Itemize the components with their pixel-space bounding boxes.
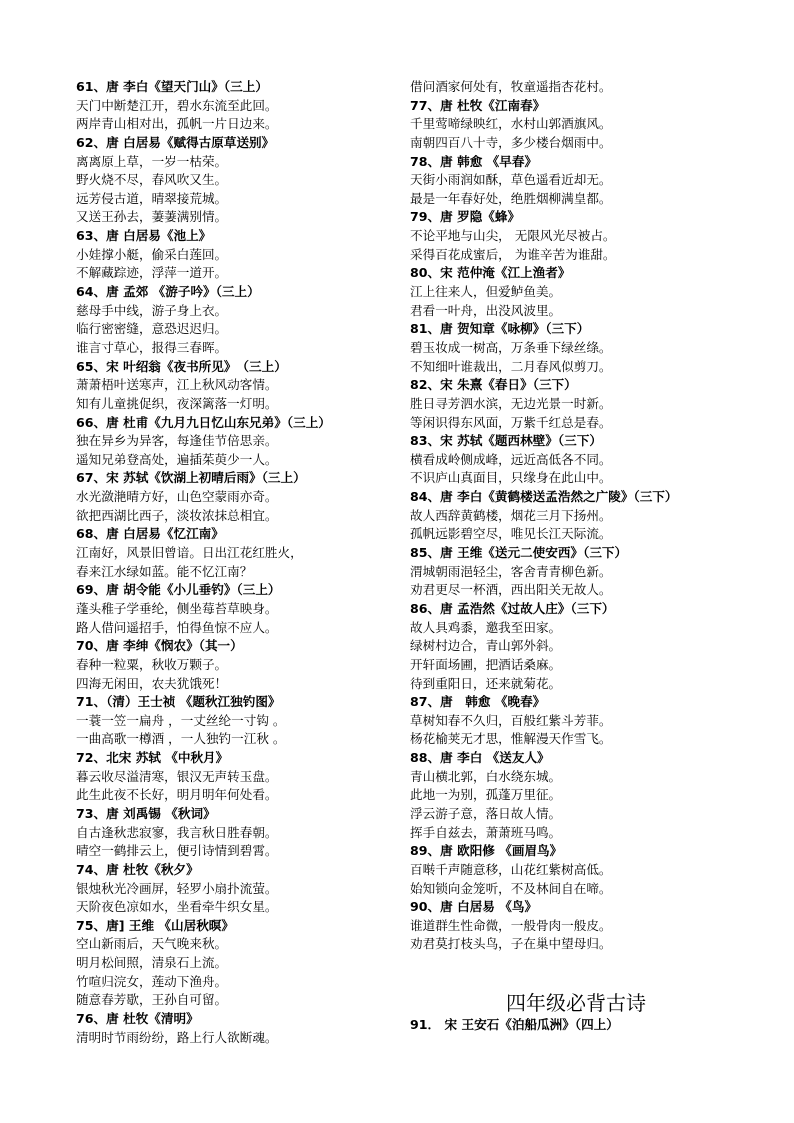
poem-heading: 77、唐 杜牧《江南春》 xyxy=(410,97,546,113)
poem-line: 江上往来人，但爱鲈鱼美。 xyxy=(410,284,562,300)
poem-heading: 75、唐] 王维 《山居秋暝》 xyxy=(76,917,234,933)
poem-line: 挥手自兹去，萧萧班马鸣。 xyxy=(410,824,562,840)
poem-line: 百啭千声随意移，山花红紫树高低。 xyxy=(410,861,612,877)
poem-heading: 63、唐 白居易《池上》 xyxy=(76,228,212,244)
poem-heading: 71、（清）王士祯 《题秋江独钓图》 xyxy=(76,694,281,710)
poem-heading: 70、唐 李绅《悯农》（其一） xyxy=(76,638,243,654)
poem-line: 渭城朝雨浥轻尘，客舍青青柳色新。 xyxy=(410,563,612,579)
poem-line: 待到重阳日，还来就菊花。 xyxy=(410,675,562,691)
poem-line: 不知细叶谁裁出，二月春风似剪刀。 xyxy=(410,358,612,374)
poem-line: 春种一粒粟，秋收万颗子。 xyxy=(76,656,228,672)
poem-line: 故人具鸡黍，邀我至田家。 xyxy=(410,619,562,635)
poem-heading: 62、唐 白居易《赋得古原草送别》 xyxy=(76,134,275,150)
poem-line: 千里莺啼绿映红，水村山郭酒旗风。 xyxy=(410,116,612,132)
poem-heading: 85、唐 王维《送元二使安西》（三下） xyxy=(410,545,628,561)
poem-line: 此生此夜不长好，明月明年何处看。 xyxy=(76,787,278,803)
poem-heading: 87、唐 韩愈 《晚春》 xyxy=(410,694,546,710)
poem-line: 蓬头稚子学垂纶，侧坐莓苔草映身。 xyxy=(76,600,278,616)
poem-line: 草树知春不久归，百般红紫斗芳菲。 xyxy=(410,712,612,728)
poem-heading: 80、宋 范仲淹《江上渔者》 xyxy=(410,265,571,281)
poem-line: 浮云游子意，落日故人情。 xyxy=(410,805,562,821)
poem-line: 青山横北郭，白水绕东城。 xyxy=(410,768,562,784)
poem-line: 借问酒家何处有，牧童遥指杏花村。 xyxy=(410,79,612,94)
poem-line: 不解藏踪迹，浮萍一道开。 xyxy=(76,265,228,281)
poem-line: 君看一叶舟，出没风波里。 xyxy=(410,302,562,318)
poem-heading: 83、宋 苏轼《题西林壁》（三下） xyxy=(410,433,602,449)
poem-line: 不论平地与山尖， 无限风光尽被占。 xyxy=(410,228,616,244)
poem-line: 一蓑一笠一扁舟 ，一丈丝纶一寸钩 。 xyxy=(76,712,286,728)
poem-line: 故人西辞黄鹤楼，烟花三月下扬州。 xyxy=(410,507,612,523)
poem-line: 遥知兄弟登高处，遍插茱萸少一人。 xyxy=(76,451,278,467)
poem-line: 竹喧归浣女，莲动下渔舟。 xyxy=(76,973,228,989)
poem-line: 最是一年春好处，绝胜烟柳满皇都。 xyxy=(410,190,612,206)
poem-line: 远芳侵古道，晴翠接荒城。 xyxy=(76,190,228,206)
poem-line: 明月松间照，清泉石上流。 xyxy=(76,955,228,971)
poem-line: 南朝四百八十寺，多少楼台烟雨中。 xyxy=(410,134,612,150)
poem-heading: 84、唐 李白《黄鹤楼送孟浩然之广陵》（三下） xyxy=(410,489,678,505)
poem-line: 随意春芳歇，王孙自可留。 xyxy=(76,992,228,1008)
poem-line: 谁言寸草心，报得三春晖。 xyxy=(76,339,228,355)
poem-heading: 73、唐 刘禹锡 《秋词》 xyxy=(76,805,216,821)
poem-heading: 81、唐 贺知章《咏柳》（三下） xyxy=(410,321,590,337)
poem-line: 晴空一鹤排云上，便引诗情到碧霄。 xyxy=(76,843,278,859)
poem-line: 胜日寻芳泗水滨，无边光景一时新。 xyxy=(410,395,612,411)
poem-91-heading: 91． 宋 王安石《泊船瓜洲》（四上） xyxy=(410,1017,619,1032)
poem-heading: 67、宋 苏轼《饮湖上初晴后雨》（三上） xyxy=(76,470,306,486)
poem-line: 春来江水绿如蓝。能不忆江南？ xyxy=(76,563,253,579)
poem-line: 四海无闲田，农夫犹饿死！ xyxy=(76,675,228,691)
poem-line: 开轩面场圃，把酒话桑麻。 xyxy=(410,656,562,672)
poem-line: 一曲高歌一樽酒 ，一人独钓一江秋 。 xyxy=(76,731,286,747)
poem-line: 孤帆远影碧空尽，唯见长江天际流。 xyxy=(410,526,612,542)
poem-line: 小娃撑小艇，偷采白莲回。 xyxy=(76,246,228,262)
poem-line: 慈母手中线，游子身上衣。 xyxy=(76,302,228,318)
poem-line: 江南好，风景旧曾谙。日出江花红胜火， xyxy=(76,545,303,561)
poem-heading: 61、唐 李白《望天门山》（三上） xyxy=(76,79,268,94)
poem-line: 采得百花成蜜后， 为谁辛苦为谁甜。 xyxy=(410,246,616,262)
poem-line: 杨花榆荚无才思，惟解漫天作雪飞。 xyxy=(410,731,612,747)
poem-heading: 89、唐 欧阳修 《画眉鸟》 xyxy=(410,843,563,859)
poem-heading: 65、宋 叶绍翁《夜书所见》 （三上） xyxy=(76,358,287,374)
poem-heading: 76、唐 杜牧《清明》 xyxy=(76,1011,199,1027)
poem-heading: 64、唐 孟郊 《游子吟》（三上） xyxy=(76,284,260,300)
poem-line: 野火烧不尽，春风吹又生。 xyxy=(76,172,228,188)
poem-line: 不识庐山真面目，只缘身在此山中。 xyxy=(410,470,612,486)
poem-heading: 78、唐 韩愈 《早春》 xyxy=(410,153,538,169)
poem-heading: 66、唐 杜甫《九月九日忆山东兄弟》（三上） xyxy=(76,414,331,430)
poem-line: 临行密密缝，意恐迟迟归。 xyxy=(76,321,228,337)
poem-line: 水光潋滟晴方好，山色空蒙雨亦奇。 xyxy=(76,489,278,505)
poem-line: 独在异乡为异客，每逢佳节倍思亲。 xyxy=(76,433,278,449)
poem-line: 劝君更尽一杯酒，西出阳关无故人。 xyxy=(410,582,612,598)
poem-heading: 88、唐 李白 《送友人》 xyxy=(410,750,550,766)
poem-line: 自古逢秋悲寂寥，我言秋日胜春朝。 xyxy=(76,824,278,840)
poem-line: 等闲识得东风面，万紫千红总是春。 xyxy=(410,414,612,430)
poem-line: 暮云收尽溢清寒，银汉无声转玉盘。 xyxy=(76,768,278,784)
poem-heading: 68、唐 白居易《忆江南》 xyxy=(76,526,224,542)
poem-heading: 90、唐 白居易 《鸟》 xyxy=(410,899,538,915)
poem-line: 天街小雨润如酥，草色遥看近却无。 xyxy=(410,172,612,188)
poem-line: 横看成岭侧成峰，远近高低各不同。 xyxy=(410,451,612,467)
right-column xyxy=(410,78,770,954)
poem-line: 离离原上草，一岁一枯荣。 xyxy=(76,153,228,169)
poem-line: 空山新雨后，天气晚来秋。 xyxy=(76,936,228,952)
poem-line: 银烛秋光冷画屏，轻罗小扇扑流萤。 xyxy=(76,880,278,896)
poem-heading: 72、北宋 苏轼 《中秋月》 xyxy=(76,750,229,766)
poem-heading: 69、唐 胡令能《小儿垂钓》（三上） xyxy=(76,582,281,598)
poem-line: 劝君莫打枝头鸟，子在巢中望母归。 xyxy=(410,936,612,952)
poem-line: 此地一为别，孤蓬万里征。 xyxy=(410,787,562,803)
poem-line: 天阶夜色凉如水，坐看牵牛织女星。 xyxy=(76,899,278,915)
poem-line: 欲把西湖比西子，淡妆浓抹总相宜。 xyxy=(76,507,278,523)
poem-line: 清明时节雨纷纷，路上行人欲断魂。 xyxy=(76,1029,278,1045)
poem-line: 天门中断楚江开，碧水东流至此回。 xyxy=(76,97,278,113)
poem-line: 又送王孙去，萋萋满别情。 xyxy=(76,209,228,225)
poem-line: 碧玉妆成一树高，万条垂下绿丝绦。 xyxy=(410,339,612,355)
poem-line: 始知锁向金笼听，不及林间自在啼。 xyxy=(410,880,612,896)
poem-line: 路人借问遥招手，怕得鱼惊不应人。 xyxy=(76,619,278,635)
poem-heading: 79、唐 罗隐《蜂》 xyxy=(410,209,521,225)
section-title: 四年级必背古诗 xyxy=(506,991,646,1015)
poem-heading: 74、唐 杜牧《秋夕》 xyxy=(76,861,199,877)
poem-line: 两岸青山相对出，孤帆一片日边来。 xyxy=(76,116,278,132)
poem-line: 谁道群生性命微，一般骨肉一般皮。 xyxy=(410,917,612,933)
left-column xyxy=(76,78,406,1047)
poem-heading: 82、宋 朱熹《春日》（三下） xyxy=(410,377,577,393)
poem-line: 知有儿童挑促织，夜深篱落一灯明。 xyxy=(76,395,278,411)
poem-line: 绿树村边合，青山郭外斜。 xyxy=(410,638,562,654)
poem-line: 萧萧梧叶送寒声，江上秋风动客情。 xyxy=(76,377,278,393)
poem-heading: 86、唐 孟浩然《过故人庄》（三下） xyxy=(410,600,615,616)
